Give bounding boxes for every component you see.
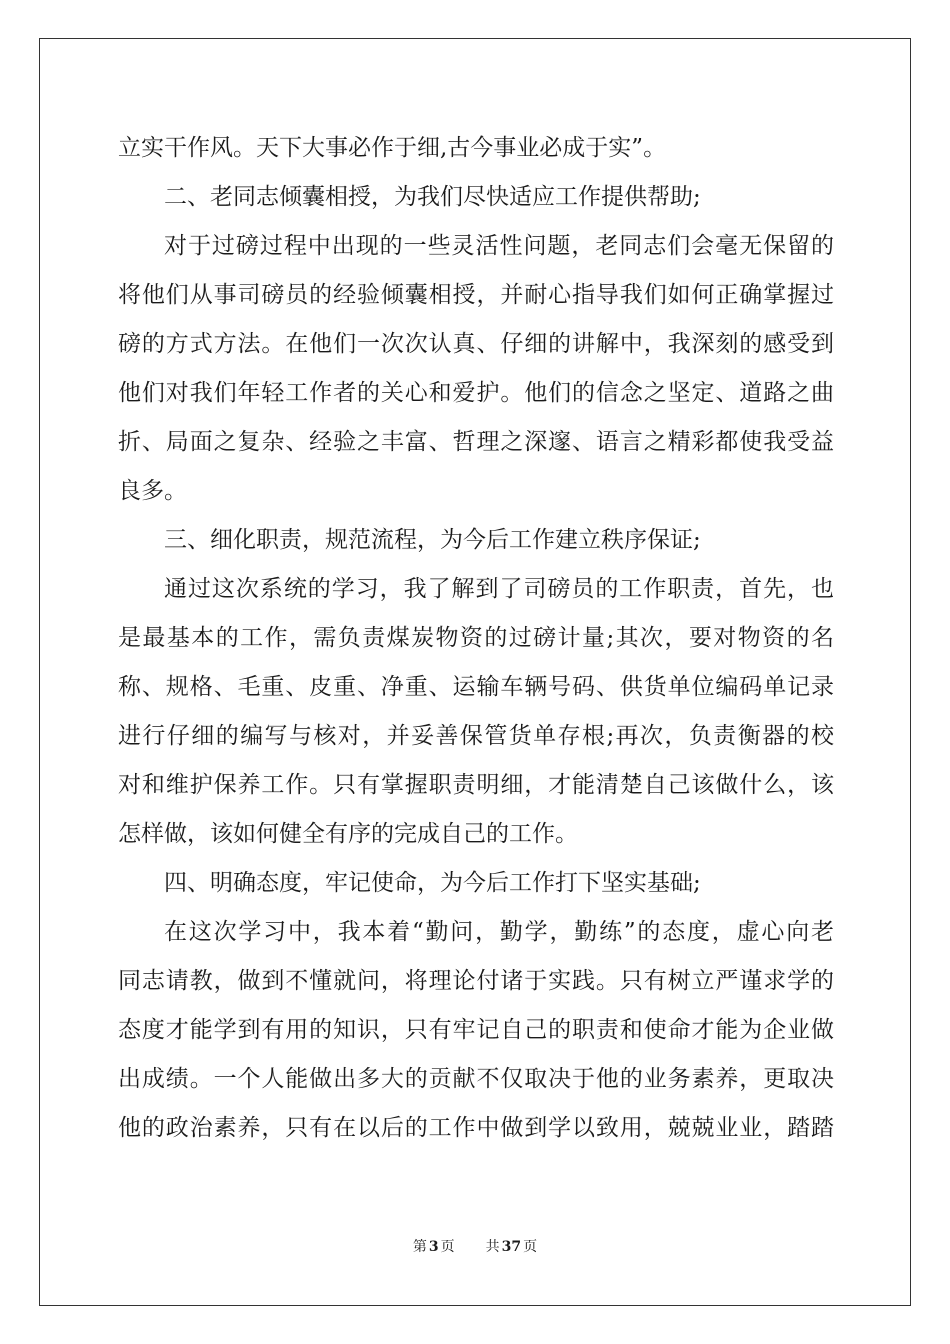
text-line: 通过这次系统的学习，我了解到了司磅员的工作职责，首先，也 — [164, 576, 834, 602]
text-line: 他的政治素养，只有在以后的工作中做到学以致用，兢兢业业，踏踏 — [118, 1115, 834, 1141]
text-line: 同志请教，做到不懂就问，将理论付诸于实践。只有树立严谨求学的 — [118, 968, 834, 994]
page-number: 3 — [428, 1239, 439, 1255]
text-line: 他们对我们年轻工作者的关心和爱护。他们的信念之坚定、道路之曲 — [118, 380, 834, 406]
page-suffix: 页 — [440, 1239, 455, 1255]
document-body — [118, 124, 834, 1153]
text-line: 四、明确态度，牢记使命，为今后工作打下坚实基础; — [164, 870, 701, 896]
text-line: 折、局面之复杂、经验之丰富、哲理之深邃、语言之精彩都使我受益 — [118, 429, 834, 455]
text-line: 将他们从事司磅员的经验倾囊相授，并耐心指导我们如何正确掌握过 — [118, 282, 834, 308]
text-line: 是最基本的工作，需负责煤炭物资的过磅计量;其次，要对物资的名 — [118, 625, 834, 651]
text-line: 立实干作风。天下大事必作于细,古今事业必成于实”。 — [118, 135, 667, 161]
text-line: 进行仔细的编写与核对，并妥善保管货单存根;再次，负责衡器的校 — [118, 723, 834, 749]
total-prefix: 共 — [485, 1239, 500, 1255]
page-prefix: 第 — [412, 1239, 427, 1255]
total-suffix: 页 — [523, 1239, 538, 1255]
text-line: 对于过磅过程中出现的一些灵活性问题，老同志们会毫无保留的 — [164, 233, 834, 259]
text-line: 称、规格、毛重、皮重、净重、运输车辆号码、供货单位编码单记录 — [118, 674, 834, 700]
text-line: 磅的方式方法。在他们一次次认真、仔细的讲解中，我深刻的感受到 — [118, 331, 834, 357]
page-footer — [0, 1236, 950, 1256]
text-line: 态度才能学到有用的知识，只有牢记自己的职责和使命才能为企业做 — [118, 1017, 834, 1043]
text-line: 三、细化职责，规范流程，为今后工作建立秩序保证; — [164, 527, 701, 553]
text-line: 怎样做，该如何健全有序的完成自己的工作。 — [118, 821, 578, 847]
text-line: 出成绩。一个人能做出多大的贡献不仅取决于他的业务素养，更取决 — [118, 1066, 834, 1092]
text-line: 良多。 — [118, 478, 187, 504]
text-line: 在这次学习中，我本着“勤问，勤学，勤练”的态度，虚心向老 — [164, 919, 834, 945]
text-line: 对和维护保养工作。只有掌握职责明细，才能清楚自己该做什么，该 — [118, 772, 834, 798]
text-line: 二、老同志倾囊相授，为我们尽快适应工作提供帮助; — [164, 184, 701, 210]
total-pages: 37 — [501, 1239, 522, 1255]
